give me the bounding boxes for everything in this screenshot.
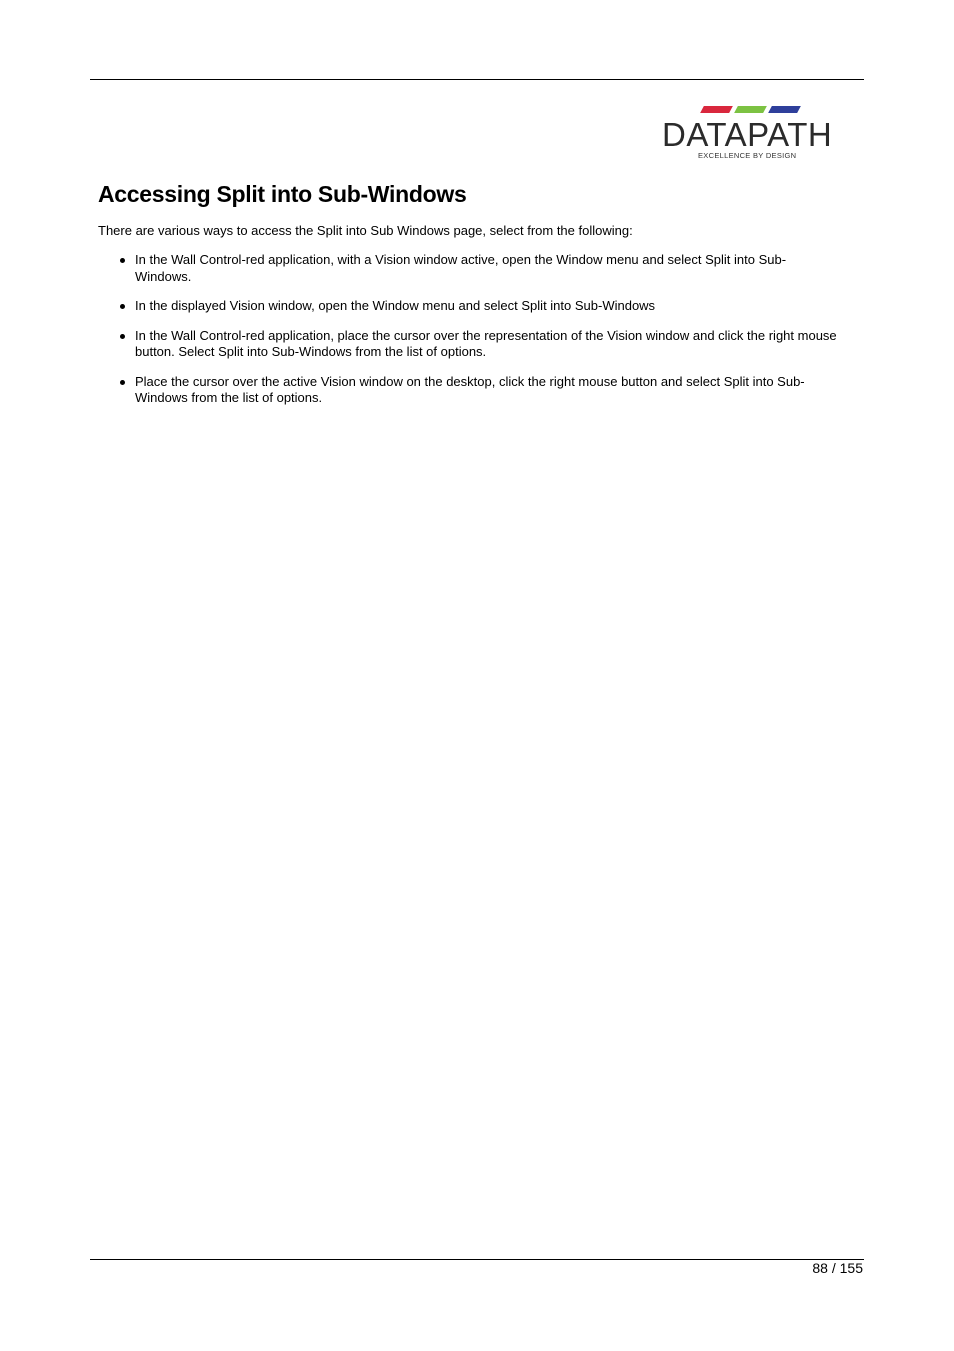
list-item-text: Place the cursor over the active Vision window on the desktop, click the right mouse button and select Split into Sub-Windows from the list of options.: [135, 373, 805, 405]
logo-tagline: EXCELLENCE BY DESIGN: [698, 151, 797, 160]
list-item-text: In the displayed Vision window, open the Window menu and select Split into Sub-Windows: [135, 298, 656, 313]
bullet-icon: [120, 258, 125, 263]
bullet-icon: [120, 380, 125, 385]
header-rule: [90, 79, 864, 80]
datapath-logo: [660, 106, 836, 162]
intro-paragraph: There are various ways to access the Split into Sub Windows page, select from the following:: [98, 223, 633, 238]
list-item-text: In the Wall Control-red application, place the cursor over the representation of the Vision window and click the right mouse button. Select Split into Sub-Windows from the list of options.: [135, 327, 837, 359]
page-title: Accessing Split into Sub-Windows: [98, 181, 467, 207]
logo-wordmark: DATAPATH: [662, 116, 833, 153]
logo-bar-red: [700, 106, 733, 113]
list-item: [98, 374, 838, 407]
options-list: [98, 252, 838, 420]
logo-bar-green: [734, 106, 767, 113]
list-item-text: In the Wall Control-red application, with a Vision window active, open the Window menu and select Split into Sub-Windows.: [135, 252, 787, 284]
list-item: [98, 252, 838, 285]
footer-rule: [90, 1259, 864, 1260]
bullet-icon: [120, 334, 125, 339]
page-number: 88 / 155: [812, 1260, 863, 1276]
logo-bar-blue: [768, 106, 801, 113]
list-item: [98, 328, 838, 361]
list-item: [98, 298, 838, 315]
bullet-icon: [120, 304, 125, 309]
